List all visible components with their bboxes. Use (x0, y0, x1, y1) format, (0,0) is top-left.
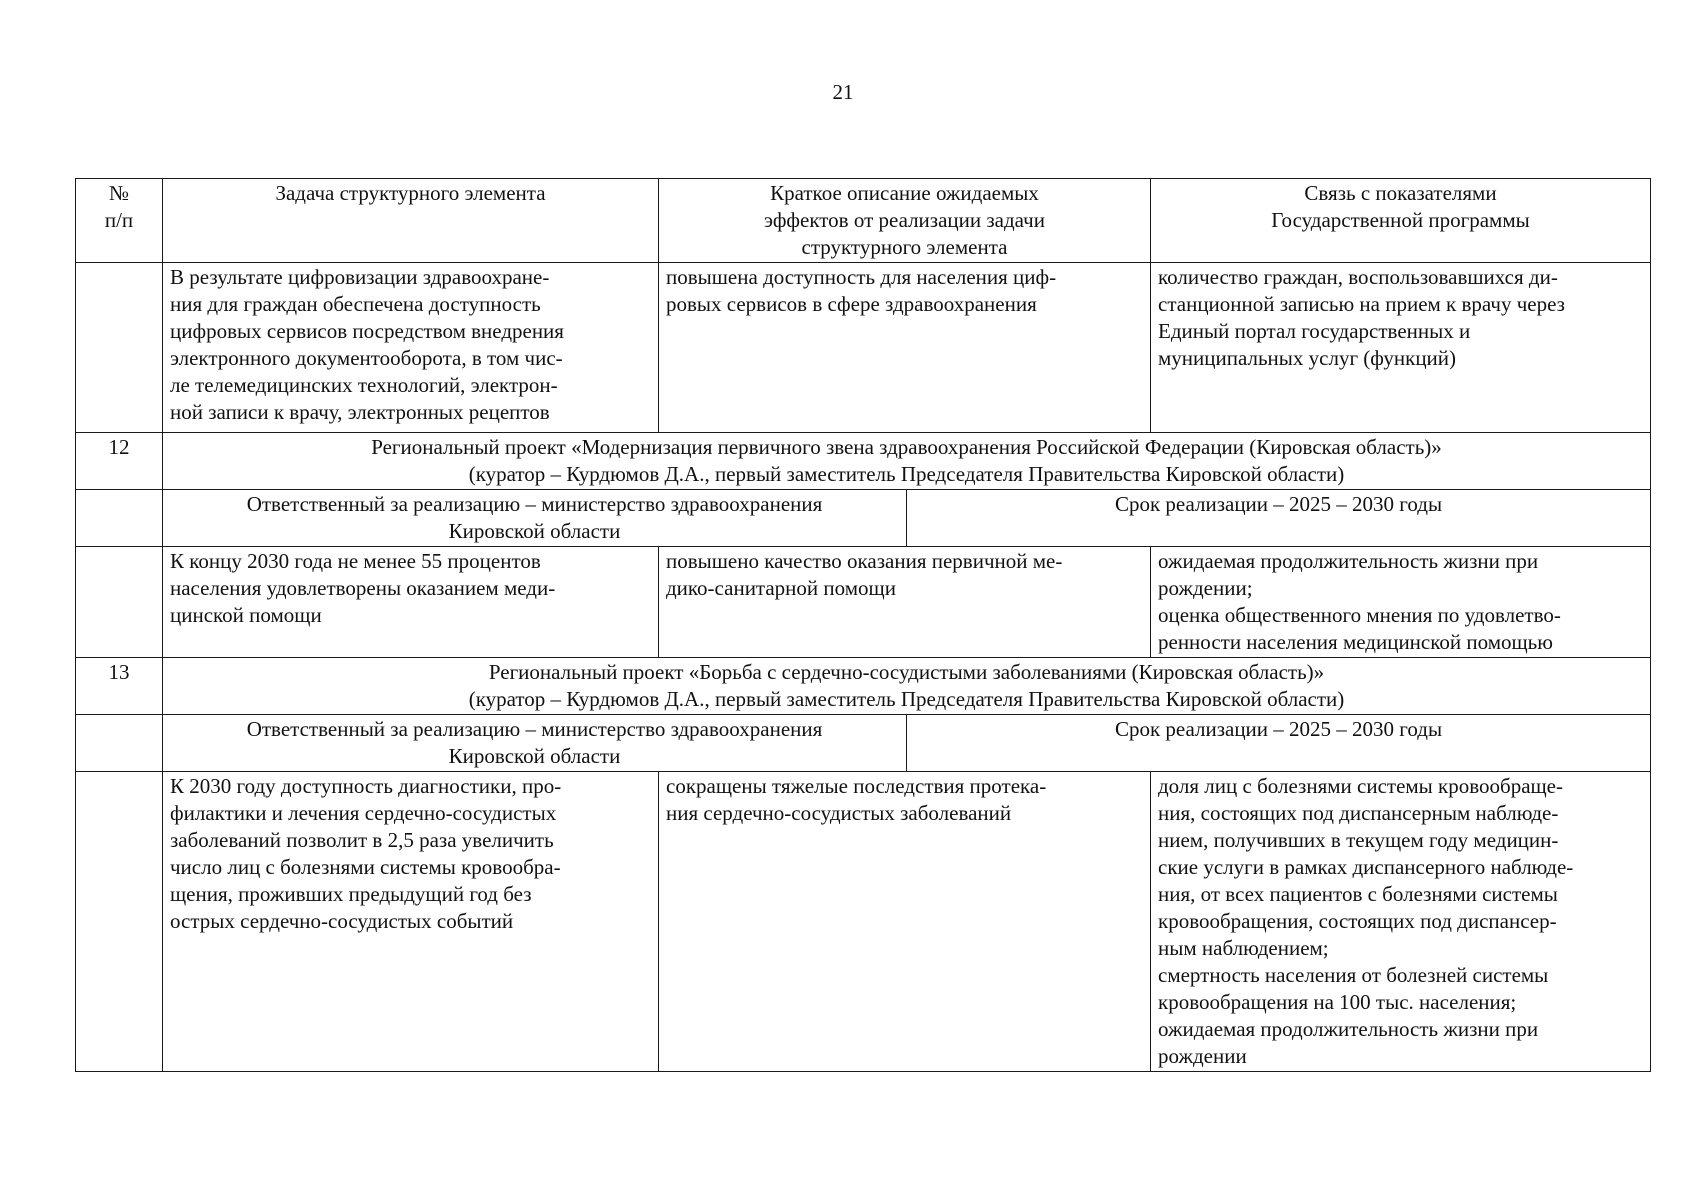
project-12-title: Региональный проект «Модернизация первичного звена здравоохранения Российской Федерации (Кировская область)» (куратор – Курдюмов Д.А., первый заместитель Председателя Правительства Кировской области) (163, 433, 1651, 490)
project-13-title-row (76, 658, 1651, 715)
project-13-responsible-row (76, 715, 1651, 772)
table-header-row (76, 179, 1651, 263)
project-12-responsible: Ответственный за реализацию – министерство здравоохранения Кировской области (163, 490, 907, 547)
row-link: ожидаемая продолжительность жизни при рождении; оценка общественного мнения по удовлетво- ренности населения медицинской помощью (1151, 547, 1651, 658)
project-13-term: Срок реализации – 2025 – 2030 годы (907, 715, 1651, 772)
row-effects: повышена доступность для населения циф- ровых сервисов в сфере здравоохранения (659, 263, 1151, 433)
project-12-term: Срок реализации – 2025 – 2030 годы (907, 490, 1651, 547)
project-13-num: 13 (76, 658, 163, 715)
row-task: В результате цифровизации здравоохране- ния для граждан обеспечена доступность цифровых сервисов посредством внедрения электронного документооборота, в том чис- ле телемедицинских технологий, электрон- ной записи к врачу, электронных рецептов (163, 263, 659, 433)
project-13-title: Региональный проект «Борьба с сердечно-сосудистыми заболеваниями (Кировская область)» (куратор – Курдюмов Д.А., первый заместитель Председателя Правительства Кировской области) (163, 658, 1651, 715)
project-12-num: 12 (76, 433, 163, 490)
header-effects: Краткое описание ожидаемых эффектов от реализации задачи структурного элемента (659, 179, 1151, 263)
program-table (75, 178, 1651, 1072)
row-num (76, 263, 163, 433)
page-number: 21 (832, 80, 854, 104)
row-num (76, 547, 163, 658)
row-link: количество граждан, воспользовавшихся ди- станционной записью на прием к врачу через Единый портал государственных и муниципальных услуг (функций) (1151, 263, 1651, 433)
row-link: доля лиц с болезнями системы кровообраще- ния, состоящих под диспансерным наблюде- нием, получивших в текущем году медицин- ские услуги в рамках диспансерного наблюде- ния, от всех пациентов с болезнями системы кровообращения, состоящих под диспансер- ным наблюдением; смертность населения от болезней системы кровообращения на 100 тыс. населения; ожидаемая продолжительность жизни при рождении (1151, 772, 1651, 1072)
header-link: Связь с показателями Государственной программы (1151, 179, 1651, 263)
row-num (76, 490, 163, 547)
table-row (76, 263, 1651, 433)
table-row (76, 547, 1651, 658)
row-effects: повышено качество оказания первичной ме- дико-санитарной помощи (659, 547, 1151, 658)
row-num (76, 772, 163, 1072)
row-effects: сокращены тяжелые последствия протека- ния сердечно-сосудистых заболеваний (659, 772, 1151, 1072)
header-task: Задача структурного элемента (163, 179, 659, 263)
row-task: К 2030 году доступность диагностики, про- филактики и лечения сердечно-сосудистых заболеваний позволит в 2,5 раза увеличить число лиц с болезнями системы кровообра- щения, проживших предыдущий год без острых сердечно-сосудистых событий (163, 772, 659, 1072)
table-row (76, 772, 1651, 1072)
row-task: К концу 2030 года не менее 55 процентов населения удовлетворены оказанием меди- цинской помощи (163, 547, 659, 658)
project-12-title-row (76, 433, 1651, 490)
row-num (76, 715, 163, 772)
project-12-responsible-row (76, 490, 1651, 547)
header-num: № п/п (76, 179, 163, 263)
project-13-responsible: Ответственный за реализацию – министерство здравоохранения Кировской области (163, 715, 907, 772)
